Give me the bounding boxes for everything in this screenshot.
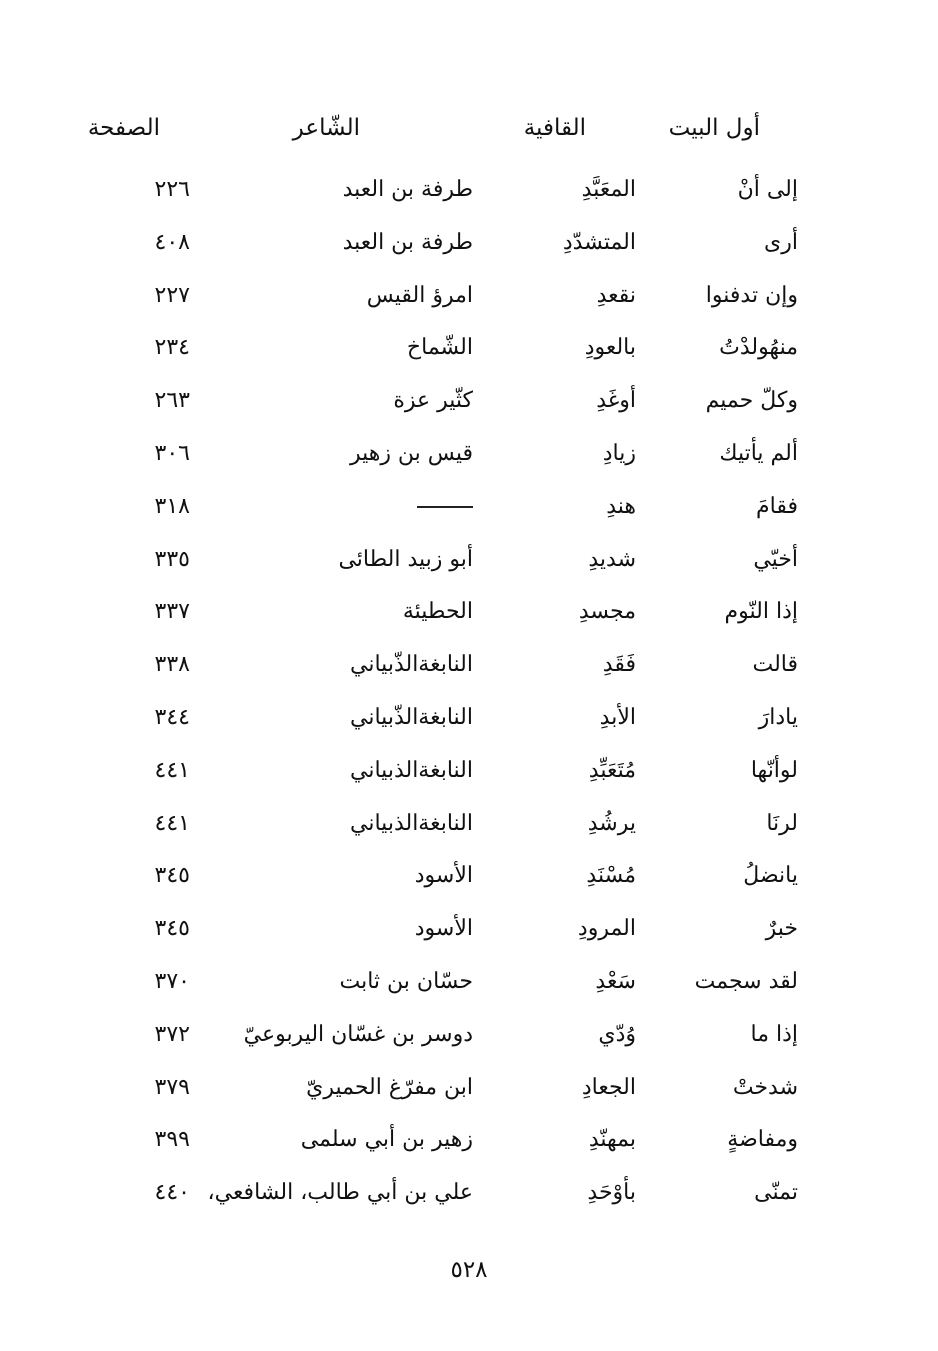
poet-cell: امرؤ القيس (366, 283, 473, 308)
page-cell: ٤٤٠ (154, 1180, 190, 1205)
rhyme-cell: المعَبَّدِ (581, 177, 636, 202)
header-rhyme: القافية (523, 115, 586, 141)
first-of-verse-cell: شدختْ (732, 1075, 798, 1100)
rhyme-cell: بأوْحَدِ (587, 1180, 636, 1205)
page-cell: ٣٧٩ (154, 1075, 190, 1100)
page-cell: ٣٤٥ (154, 916, 190, 941)
table-row (0, 328, 938, 368)
poet-cell: حسّان بن ثابت (339, 969, 473, 994)
first-of-verse-cell: فقامَ (756, 494, 798, 519)
rhyme-cell: يرشُدِ (587, 811, 636, 836)
rhyme-cell: سَعْدِ (595, 969, 636, 994)
first-of-verse-cell: لقد سجمت (694, 969, 798, 994)
page-cell: ٣٩٩ (154, 1127, 190, 1152)
table-row (0, 381, 938, 421)
first-of-verse-cell: إلى أنْ (737, 177, 798, 202)
rhyme-cell: بمهنّدِ (588, 1127, 636, 1152)
table-row (0, 751, 938, 791)
poet-cell: الأسود (414, 916, 473, 941)
rhyme-cell: مُتَعَبِّدِ (588, 758, 636, 783)
page-cell: ٢٢٦ (154, 177, 190, 202)
first-of-verse-cell: خبرٌ (765, 916, 798, 941)
rhyme-cell: مُسْنَدِ (586, 863, 636, 888)
poet-cell: النابغةالذبياني (350, 811, 473, 836)
page-cell: ٣٧٠ (154, 969, 190, 994)
rhyme-cell: مجسدِ (578, 599, 636, 624)
first-of-verse-cell: ومفاضةٍ (727, 1127, 798, 1152)
table-row (0, 487, 938, 527)
rhyme-cell: شديدِ (588, 547, 636, 572)
table-row (0, 698, 938, 738)
rhyme-cell: المرودِ (577, 916, 636, 941)
page-cell: ٣٣٥ (154, 547, 190, 572)
first-of-verse-cell: إذا ما (750, 1022, 798, 1047)
poet-unknown-dash (417, 506, 473, 508)
poet-cell: أبو زبيد الطائى (338, 547, 473, 572)
table-row (0, 434, 938, 474)
table-row (0, 1015, 938, 1055)
page-cell: ٢٦٣ (154, 388, 190, 413)
table-row (0, 856, 938, 896)
first-of-verse-cell: تمنّى (754, 1180, 798, 1205)
page-cell: ٤٤١ (154, 758, 190, 783)
header-poet: الشّاعر (292, 115, 360, 141)
table-row (0, 1173, 938, 1213)
poet-cell: كثّير عزة (393, 388, 473, 413)
poet-cell: الشّماخ (406, 335, 473, 360)
first-of-verse-cell: يادارَ (758, 705, 798, 730)
page-cell: ٣٣٧ (154, 599, 190, 624)
poet-cell: النابغةالذبياني (350, 758, 473, 783)
poet-cell: النابغةالذّبياني (350, 652, 473, 677)
table-row (0, 540, 938, 580)
table-row (0, 645, 938, 685)
poet-cell: النابغةالذّبياني (350, 705, 473, 730)
table-row (0, 962, 938, 1002)
rhyme-cell: فَقَدِ (602, 652, 636, 677)
rhyme-cell: المتشدّدِ (562, 230, 636, 255)
rhyme-cell: نقعدِ (596, 283, 636, 308)
rhyme-cell: هندِ (606, 494, 636, 519)
poet-cell: الحطيئة (402, 599, 473, 624)
poet-cell: علي بن أبي طالب، الشافعي، (207, 1180, 473, 1205)
rhyme-cell: زيادِ (602, 441, 636, 466)
page-cell: ٣١٨ (154, 494, 190, 519)
header-first-of-verse: أول البيت (668, 115, 760, 141)
table-row (0, 804, 938, 844)
table-row (0, 909, 938, 949)
table-row (0, 276, 938, 316)
first-of-verse-cell: منهُولدْتُ (719, 335, 798, 360)
first-of-verse-cell: أخيّي (753, 547, 798, 572)
page-cell: ٣٠٦ (154, 441, 190, 466)
table-row (0, 592, 938, 632)
rhyme-cell: بالعودِ (584, 335, 636, 360)
rhyme-cell: الجعادِ (581, 1075, 636, 1100)
page-cell: ٣٣٨ (154, 652, 190, 677)
page-cell: ٣٤٤ (154, 705, 190, 730)
table-row (0, 170, 938, 210)
poet-cell: طرفة بن العبد (342, 230, 473, 255)
page-number: ٥٢٨ (450, 1257, 488, 1283)
poet-cell: دوسر بن غسّان اليربوعيّ (243, 1022, 473, 1047)
first-of-verse-cell: لوأنّها (750, 758, 798, 783)
first-of-verse-cell: أرى (764, 230, 798, 255)
poet-cell: زهير بن أبي سلمى (300, 1127, 473, 1152)
table-row (0, 1120, 938, 1160)
poet-cell: الأسود (414, 863, 473, 888)
first-of-verse-cell: لرنَا (766, 811, 798, 836)
rhyme-cell: أوغَدِ (596, 388, 636, 413)
header-page: الصفحة (87, 115, 160, 141)
page-cell: ٤٤١ (154, 811, 190, 836)
page-cell: ٤٠٨ (154, 230, 190, 255)
table-row (0, 1068, 938, 1108)
poet-cell: ابن مفرّغ الحميريّ (306, 1075, 473, 1100)
page-cell: ٣٤٥ (154, 863, 190, 888)
first-of-verse-cell: وكلّ حميم (705, 388, 798, 413)
first-of-verse-cell: وإن تدفنوا (705, 283, 798, 308)
page-cell: ٢٢٧ (154, 283, 190, 308)
first-of-verse-cell: قالت (752, 652, 798, 677)
page-cell: ٢٣٤ (154, 335, 190, 360)
table-header (0, 108, 938, 148)
poet-cell: قيس بن زهير (349, 441, 473, 466)
rhyme-cell: الأبدِ (599, 705, 636, 730)
first-of-verse-cell: يانضلُ (743, 863, 798, 888)
first-of-verse-cell: ألم يأتيك (719, 441, 798, 466)
rhyme-cell: وُدّي (598, 1022, 636, 1047)
poet-cell: طرفة بن العبد (342, 177, 473, 202)
first-of-verse-cell: إذا النّوم (724, 599, 798, 624)
page-cell: ٣٧٢ (154, 1022, 190, 1047)
table-row (0, 223, 938, 263)
